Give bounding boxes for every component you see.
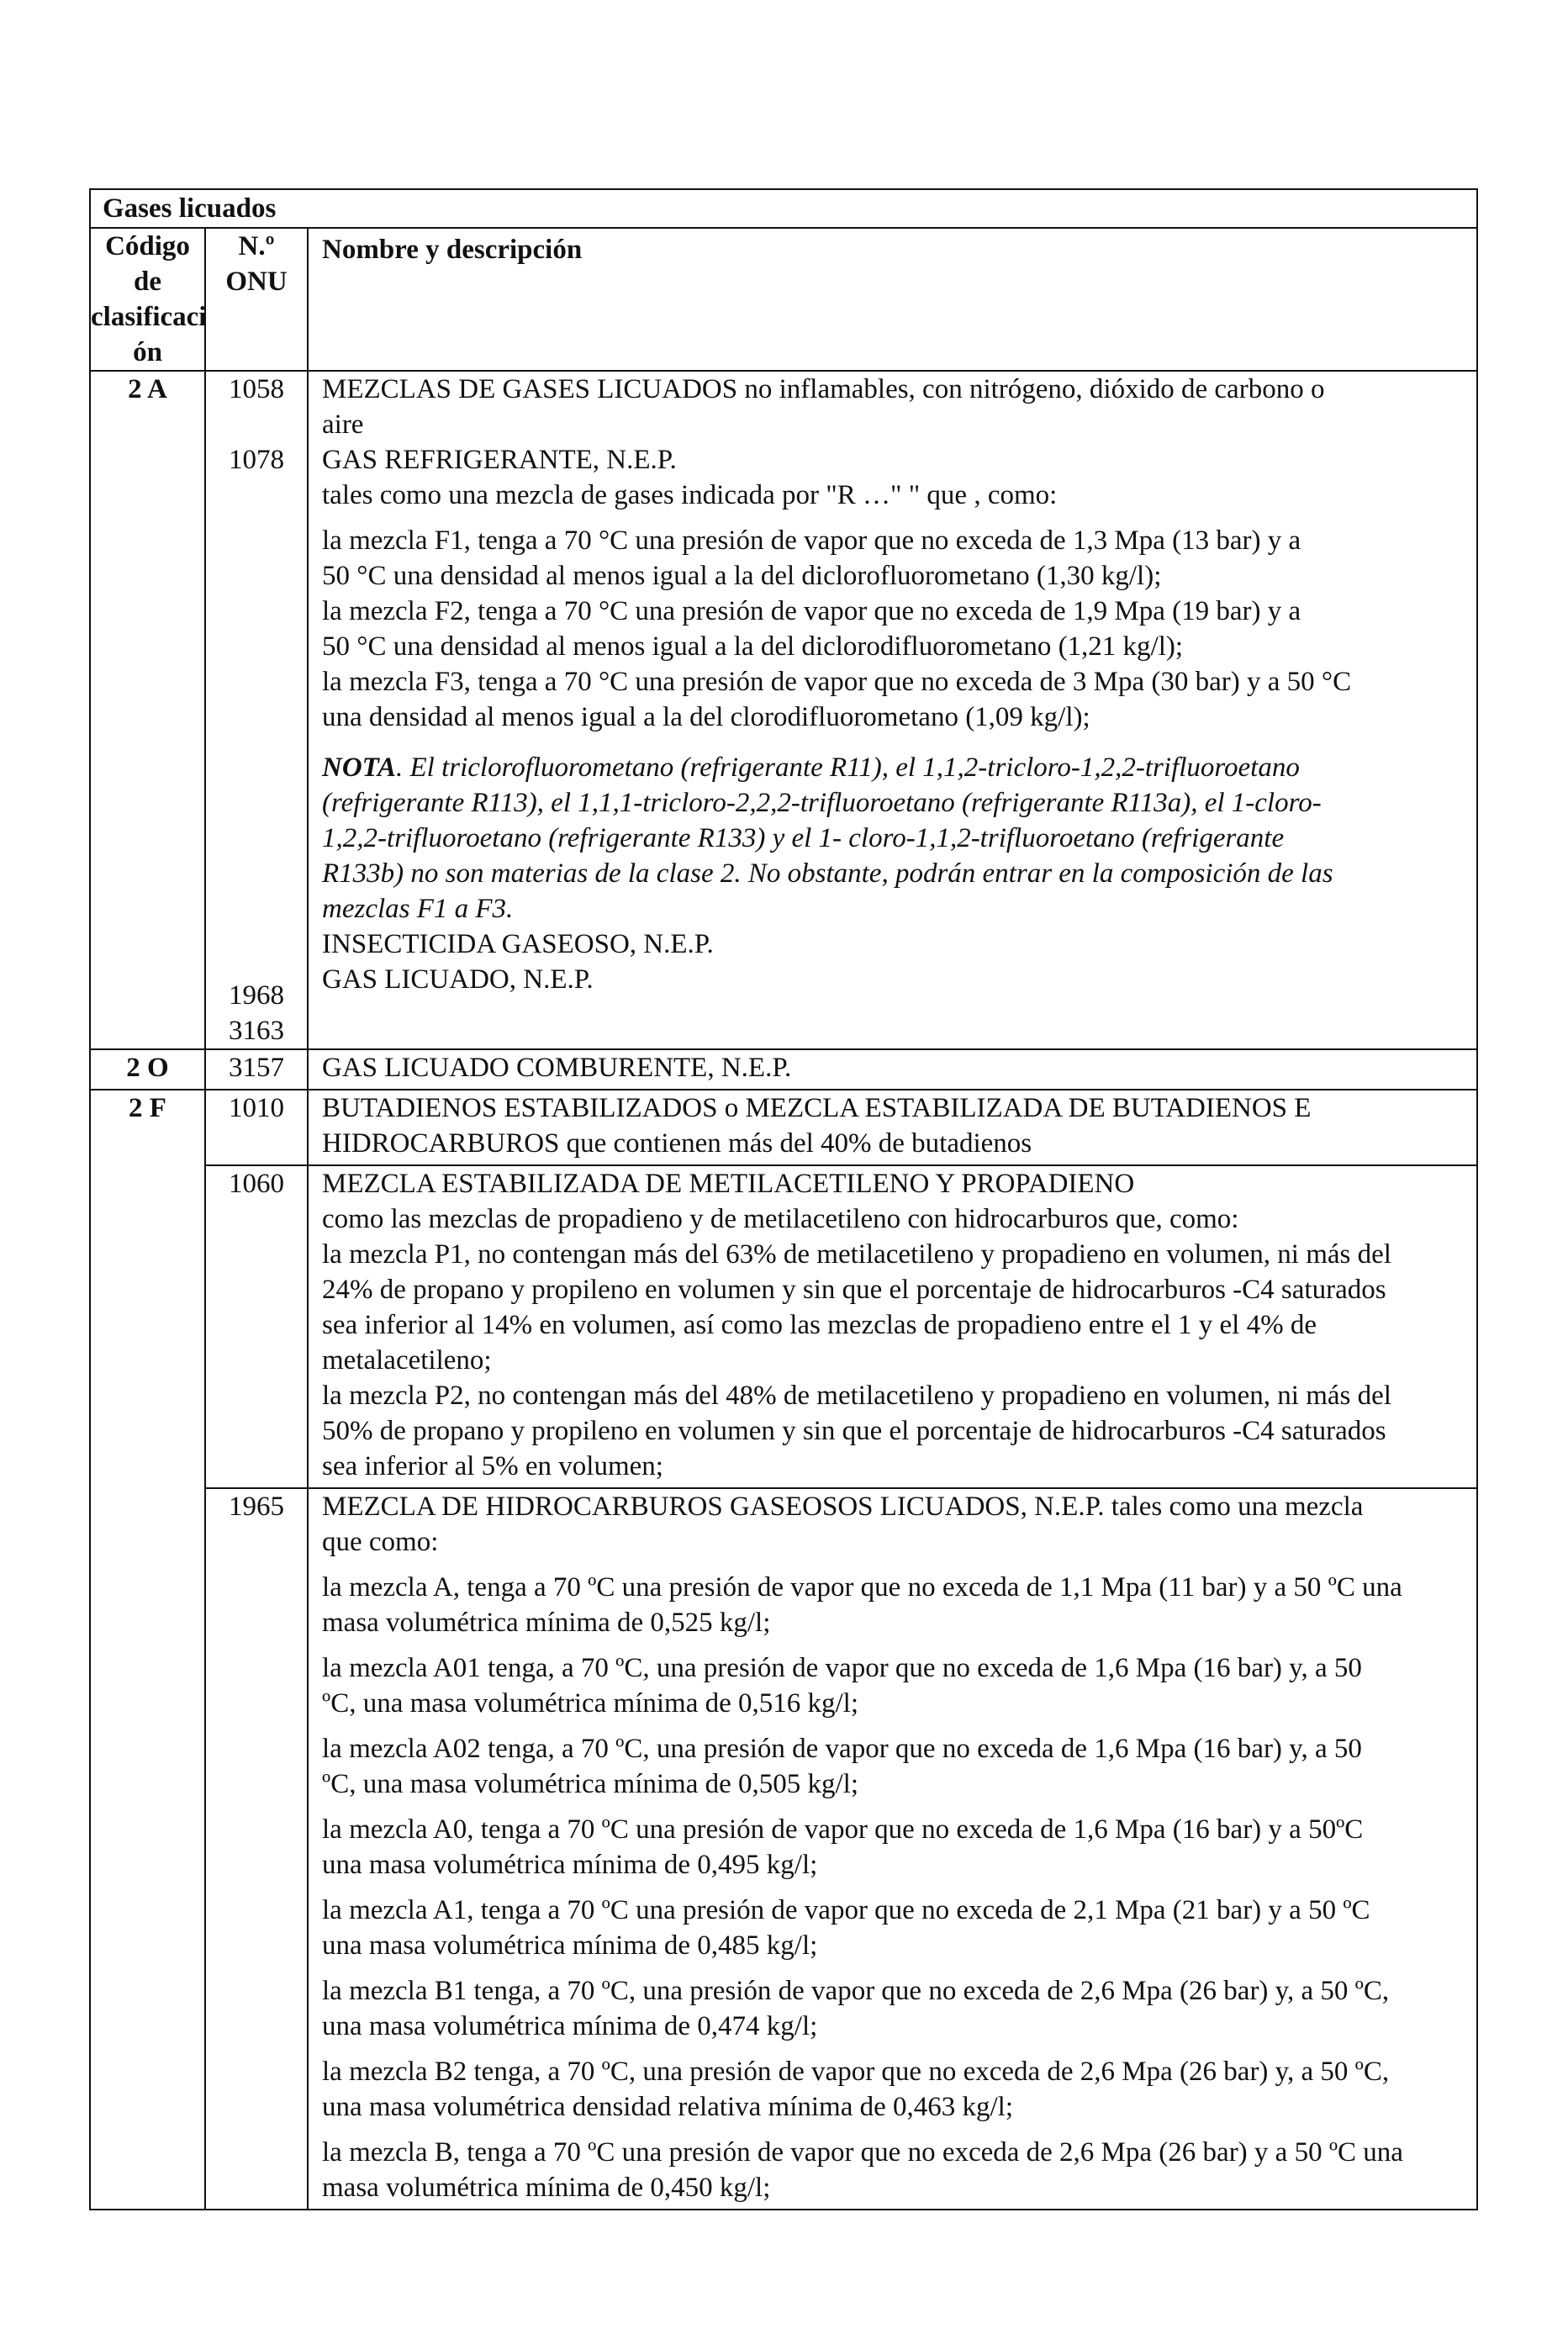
text-line: la mezcla F3, tenga a 70 °C una presión de vapor que no exceda de 3 Mpa (30 bar) y a 50 °C (322, 667, 1352, 697)
description-2a (308, 371, 1477, 1049)
text-line: una masa volumétrica mínima de 0,495 kg/l; (322, 1850, 818, 1880)
text-line: 50 °C una densidad al menos igual a la del diclorodifluorometano (1,21 kg/l); (322, 631, 1184, 662)
note-line: R133b) no son materias de la clase 2. No obstante, podrán entrar en la composición de las (322, 858, 1333, 889)
note-line: 1,2,2-trifluoroetano (refrigerante R133) y el 1- cloro-1,1,2-trifluoroetano (refrigerante (322, 823, 1285, 853)
mixture-paragraph (322, 1812, 1466, 1883)
onu-number: 1078 (229, 445, 284, 475)
mixture-paragraph (322, 1973, 1466, 2044)
text-line: que como: (322, 1527, 439, 1557)
mixture-paragraph (322, 2054, 1466, 2125)
text-line: MEZCLA DE HIDROCARBUROS GASEOSOS LICUADOS, N.E.P. tales como una mezcla (322, 1492, 1364, 1522)
text-line: la mezcla B, tenga a 70 ºC una presión de vapor que no exceda de 2,6 Mpa (26 bar) y a 50 ºC una (322, 2137, 1403, 2168)
text-line: MEZCLAS DE GASES LICUADOS no inflamables, con nitrógeno, dióxido de carbono o (322, 374, 1325, 404)
onu-number: 1010 (205, 1090, 308, 1165)
document-page (89, 188, 1476, 2210)
header-code-line: Código (105, 231, 190, 261)
header-code-line: ón (133, 337, 162, 367)
note-line: . El triclorofluorometano (refrigerante R11), el 1,1,2-tricloro-1,2,2-trifluoroetano (396, 752, 1300, 783)
header-name: Nombre y descripción (308, 228, 1477, 371)
onu-number: 3163 (229, 1016, 284, 1046)
table-row-2f-1965 (90, 1488, 1477, 2210)
text-line: 50 °C una densidad al menos igual a la del diclorofluorometano (1,30 kg/l); (322, 561, 1162, 591)
onu-number: 1968 (229, 980, 284, 1011)
mixture-paragraph (322, 1893, 1466, 1963)
text-line: la mezcla P2, no contengan más del 48% de metilacetileno y propadieno en volumen, ni más del (322, 1381, 1391, 1411)
code-2f: 2 F (90, 1090, 205, 2210)
table-row-2a (90, 371, 1477, 1049)
text-line: la mezcla B2 tenga, a 70 ºC, una presión de vapor que no exceda de 2,6 Mpa (26 bar) y, a 50 ºC, (322, 2057, 1390, 2087)
text-line: la mezcla A1, tenga a 70 ºC una presión de vapor que no exceda de 2,1 Mpa (21 bar) y a 50 ºC (322, 1895, 1370, 1925)
text-line: como las mezclas de propadieno y de metilacetileno con hidrocarburos que, como: (322, 1204, 1239, 1234)
onu-number: 1965 (205, 1488, 308, 2210)
mixture-paragraph (322, 1650, 1466, 1721)
header-onu-line: ONU (225, 267, 288, 297)
note-paragraph (322, 750, 1466, 927)
mixture-paragraph (322, 1570, 1466, 1640)
header-code-line: clasificaci (91, 302, 207, 332)
description-1965 (308, 1488, 1477, 2210)
onu-number: 1060 (205, 1165, 308, 1488)
text-line: aire (322, 409, 364, 440)
text-line: una masa volumétrica densidad relativa mínima de 0,463 kg/l; (322, 2092, 1014, 2122)
text-line: la mezcla A02 tenga, a 70 ºC, una presión de vapor que no exceda de 1,6 Mpa (16 bar) y, a 50 (322, 1734, 1362, 1764)
text-line: la mezcla A, tenga a 70 ºC una presión de vapor que no exceda de 1,1 Mpa (11 bar) y a 50 ºC una (322, 1572, 1402, 1603)
text-line: sea inferior al 5% en volumen; (322, 1451, 663, 1481)
text-line: INSECTICIDA GASEOSO, N.E.P. (322, 929, 714, 959)
onu-cell-2a (205, 371, 308, 1049)
text-line: tales como una mezcla de gases indicada por "R …" " que , como: (322, 480, 1058, 510)
text-line: GAS LICUADO, N.E.P. (322, 964, 594, 995)
text-line: 50% de propano y propileno en volumen y sin que el porcentaje de hidrocarburos -C4 saturados (322, 1416, 1386, 1446)
text-line: ºC, una masa volumétrica mínima de 0,516 kg/l; (322, 1688, 859, 1719)
table-row-2f-1010 (90, 1090, 1477, 1165)
description-2o: GAS LICUADO COMBURENTE, N.E.P. (308, 1049, 1477, 1090)
table-title-row (90, 189, 1477, 228)
code-2o: 2 O (90, 1049, 205, 1090)
table-header-row (90, 228, 1477, 371)
table-row-2o (90, 1049, 1477, 1090)
text-line: masa volumétrica mínima de 0,450 kg/l; (322, 2173, 771, 2203)
onu-number: 1058 (229, 374, 284, 404)
text-line: GAS REFRIGERANTE, N.E.P. (322, 445, 677, 475)
text-line: la mezcla P1, no contengan más del 63% de metilacetileno y propadieno en volumen, ni más del (322, 1239, 1391, 1270)
note-line: (refrigerante R113), el 1,1,1-tricloro-2,2,2-trifluoroetano (refrigerante R113a), el 1-cloro- (322, 788, 1322, 818)
table-row-2f-1060 (90, 1165, 1477, 1488)
header-code (90, 228, 205, 371)
text-line: HIDROCARBUROS que contienen más del 40% de butadienos (322, 1128, 1032, 1159)
description-1060 (308, 1165, 1477, 1488)
header-onu (205, 228, 308, 371)
text-line: la mezcla A01 tenga, a 70 ºC, una presión de vapor que no exceda de 1,6 Mpa (16 bar) y, a 50 (322, 1653, 1362, 1683)
text-line: metalacetileno; (322, 1345, 492, 1376)
onu-number: 3157 (205, 1049, 308, 1090)
description-1010 (308, 1090, 1477, 1165)
mixture-paragraph (322, 1731, 1466, 1802)
note-label: NOTA (322, 752, 397, 783)
text-line: ºC, una masa volumétrica mínima de 0,505 kg/l; (322, 1769, 859, 1799)
text-line: 24% de propano y propileno en volumen y sin que el porcentaje de hidrocarburos -C4 saturados (322, 1275, 1386, 1305)
mixture-paragraph (322, 2135, 1466, 2205)
text-line: la mezcla A0, tenga a 70 ºC una presión de vapor que no exceda de 1,6 Mpa (16 bar) y a 50ºC (322, 1814, 1364, 1845)
text-line: la mezcla B1 tenga, a 70 ºC, una presión de vapor que no exceda de 2,6 Mpa (26 bar) y, a 50 ºC, (322, 1976, 1390, 2006)
text-line: MEZCLA ESTABILIZADA DE METILACETILENO Y PROPADIENO (322, 1169, 1135, 1199)
text-line: una masa volumétrica mínima de 0,474 kg/l; (322, 2011, 818, 2041)
text-line: BUTADIENOS ESTABILIZADOS o MEZCLA ESTABILIZADA DE BUTADIENOS E (322, 1093, 1312, 1123)
text-line: una densidad al menos igual a la del clorodifluorometano (1,09 kg/l); (322, 702, 1090, 732)
gases-table (89, 188, 1478, 2210)
header-code-line: de (134, 267, 161, 297)
text-line: sea inferior al 14% en volumen, así como las mezclas de propadieno entre el 1 y el 4% de (322, 1310, 1317, 1340)
header-onu-line: N.º (238, 231, 275, 261)
table-title: Gases licuados (90, 189, 1477, 228)
note-line: mezclas F1 a F3. (322, 894, 514, 924)
text-line: la mezcla F2, tenga a 70 °C una presión de vapor que no exceda de 1,9 Mpa (19 bar) y a (322, 596, 1301, 626)
text-line: masa volumétrica mínima de 0,525 kg/l; (322, 1608, 771, 1638)
code-2a: 2 A (90, 371, 205, 1049)
text-line: la mezcla F1, tenga a 70 °C una presión de vapor que no exceda de 1,3 Mpa (13 bar) y a (322, 525, 1301, 556)
text-line: una masa volumétrica mínima de 0,485 kg/l; (322, 1930, 818, 1961)
